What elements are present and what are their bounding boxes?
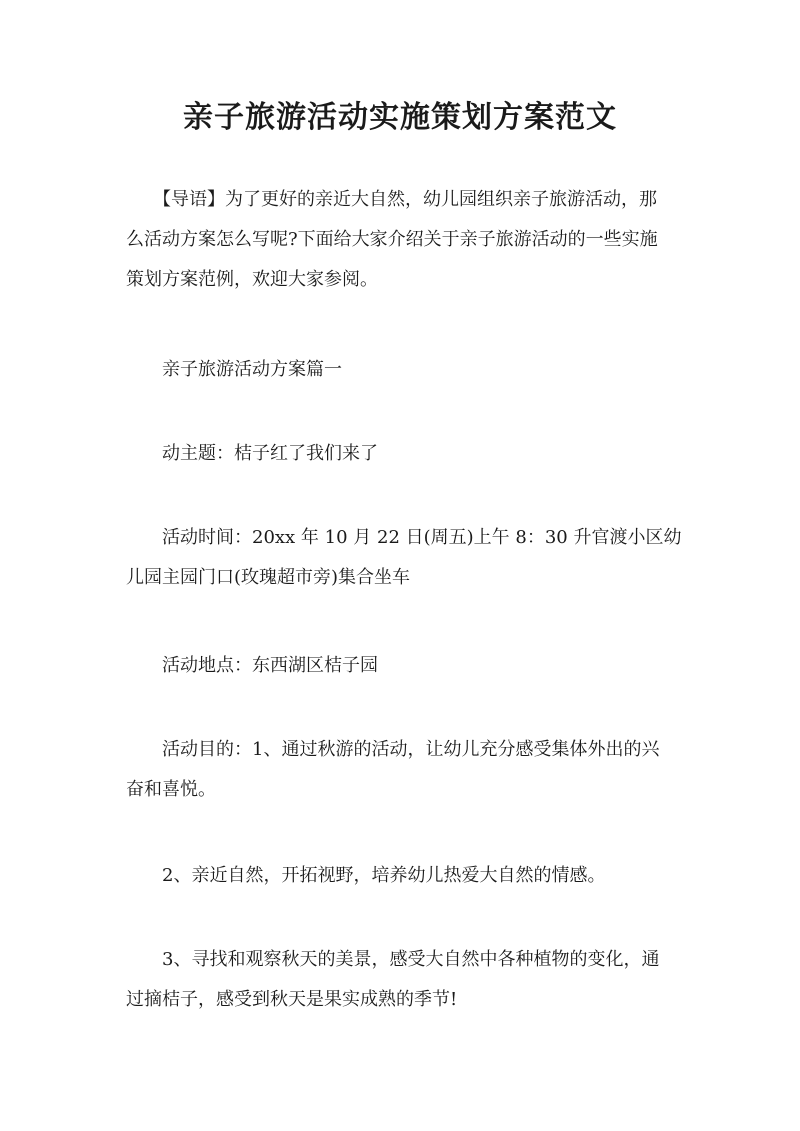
paragraph-line: 动主题：桔子红了我们来了 [126, 443, 378, 464]
paragraph-intro [126, 180, 686, 300]
paragraph-line: 奋和喜悦。 [126, 779, 216, 800]
paragraph-purpose [126, 730, 686, 810]
document-title: 亲子旅游活动实施策划方案范文 [183, 100, 617, 135]
section-heading [126, 350, 686, 390]
paragraph-line: 活动时间：20xx 年 10 月 22 日(周五)上午 8：30 升官渡小区幼 [126, 527, 682, 548]
paragraph-line: 儿园主园门口(玫瑰超市旁)集合坐车 [126, 567, 411, 588]
paragraph-purpose-2 [126, 856, 686, 896]
paragraph-line: 活动地点：东西湖区桔子园 [126, 655, 378, 676]
paragraph-line: 亲子旅游活动方案篇一 [126, 359, 342, 380]
paragraph-line: 2、亲近自然，开拓视野，培养幼儿热爱大自然的情感。 [126, 865, 606, 886]
paragraph-theme [126, 434, 686, 474]
paragraph-line: 么活动方案怎么写呢?下面给大家介绍关于亲子旅游活动的一些实施 [126, 229, 658, 250]
paragraph-purpose-3 [126, 940, 686, 1020]
paragraph-line: 3、寻找和观察秋天的美景，感受大自然中各种植物的变化，通 [126, 949, 660, 970]
paragraph-location [126, 646, 686, 686]
paragraph-line: 策划方案范例，欢迎大家参阅。 [126, 269, 378, 290]
paragraph-time [126, 518, 686, 598]
paragraph-line: 活动目的：1、通过秋游的活动，让幼儿充分感受集体外出的兴 [126, 739, 660, 760]
paragraph-line: 过摘桔子，感受到秋天是果实成熟的季节! [126, 989, 458, 1010]
paragraph-line: 【导语】为了更好的亲近大自然，幼儿园组织亲子旅游活动，那 [126, 189, 657, 210]
